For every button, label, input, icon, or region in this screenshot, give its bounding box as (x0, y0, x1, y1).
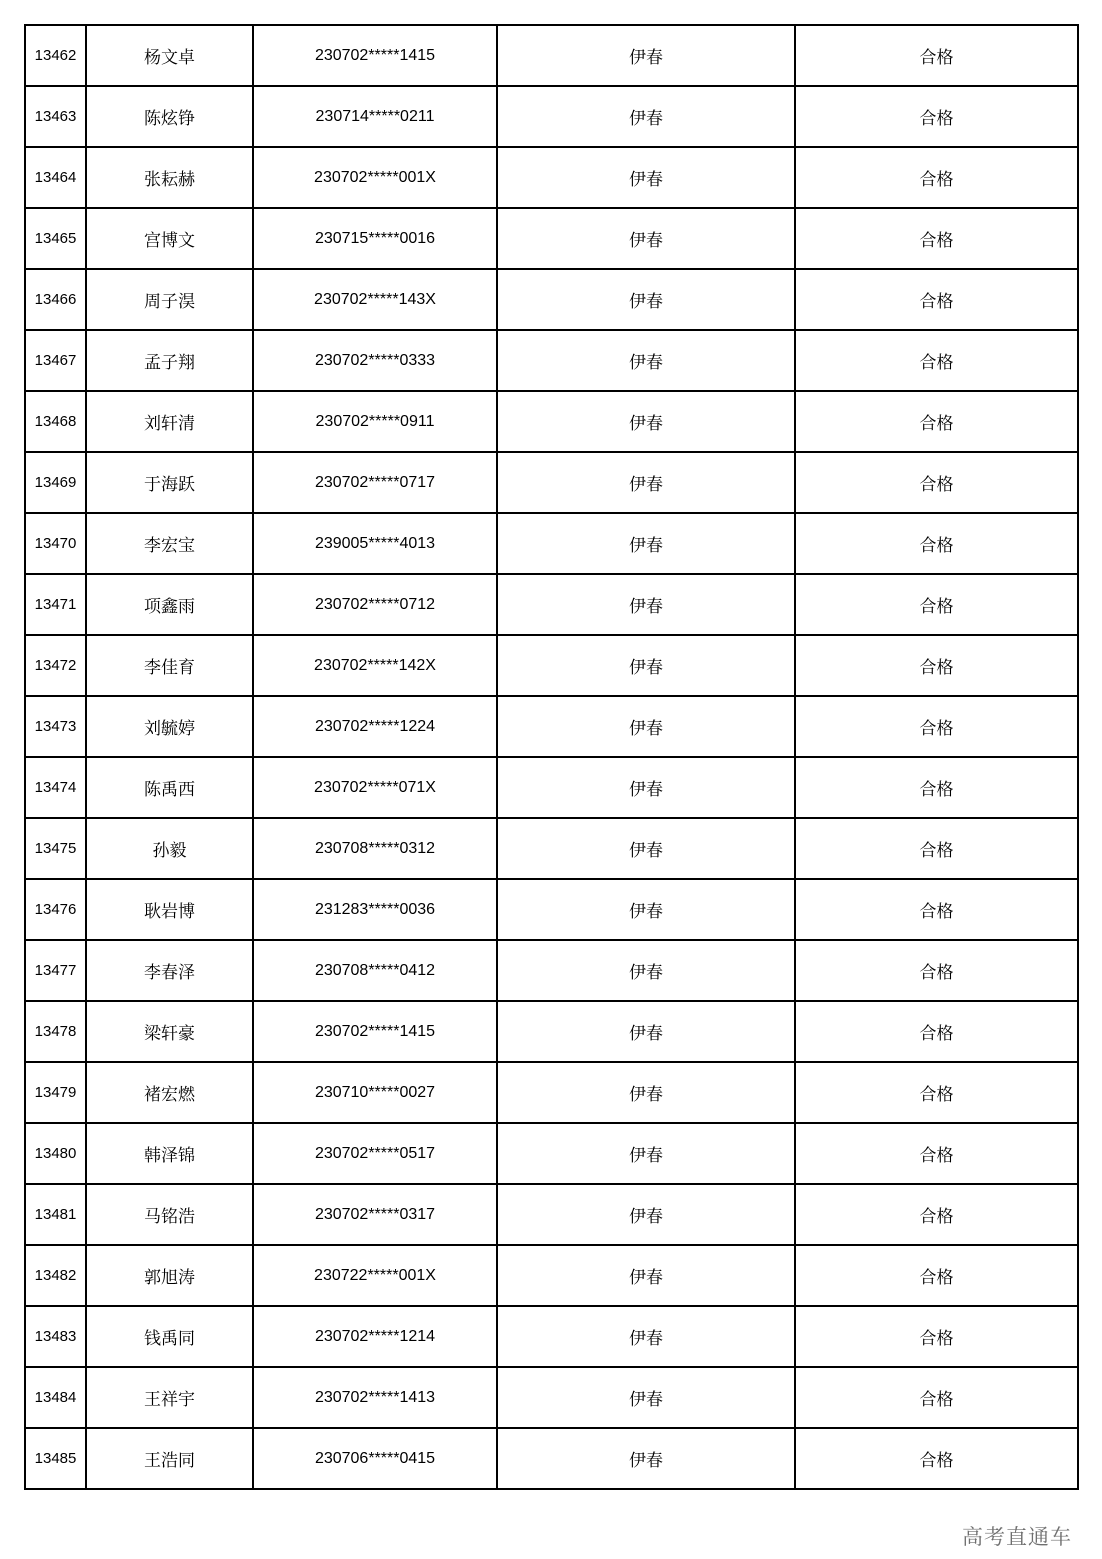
id-number-cell: 230702*****0333 (253, 330, 497, 391)
seq-number-cell: 13478 (25, 1001, 86, 1062)
result-cell: 合格 (795, 635, 1078, 696)
seq-number-cell: 13484 (25, 1367, 86, 1428)
seq-number-cell: 13479 (25, 1062, 86, 1123)
name-cell: 耿岩博 (86, 879, 253, 940)
name-cell: 杨文卓 (86, 25, 253, 86)
watermark: 高考直通车 (962, 1525, 1072, 1549)
seq-number-cell: 13477 (25, 940, 86, 1001)
name-cell: 马铭浩 (86, 1184, 253, 1245)
id-number-cell: 230702*****071X (253, 757, 497, 818)
id-number-cell: 230702*****1415 (253, 25, 497, 86)
result-cell: 合格 (795, 757, 1078, 818)
id-number-cell: 230702*****142X (253, 635, 497, 696)
table-row (25, 513, 1078, 574)
seq-number-cell: 13473 (25, 696, 86, 757)
name-cell: 郭旭涛 (86, 1245, 253, 1306)
table-row (25, 1123, 1078, 1184)
result-cell: 合格 (795, 269, 1078, 330)
table-row (25, 391, 1078, 452)
id-number-cell: 230708*****0412 (253, 940, 497, 1001)
city-cell: 伊春 (497, 757, 795, 818)
table-row (25, 208, 1078, 269)
result-cell: 合格 (795, 1306, 1078, 1367)
table-row (25, 269, 1078, 330)
seq-number-cell: 13464 (25, 147, 86, 208)
result-cell: 合格 (795, 513, 1078, 574)
id-number-cell: 239005*****4013 (253, 513, 497, 574)
table-row (25, 757, 1078, 818)
seq-number-cell: 13474 (25, 757, 86, 818)
city-cell: 伊春 (497, 1184, 795, 1245)
id-number-cell: 230708*****0312 (253, 818, 497, 879)
name-cell: 孙毅 (86, 818, 253, 879)
city-cell: 伊春 (497, 330, 795, 391)
result-cell: 合格 (795, 1428, 1078, 1489)
result-cell: 合格 (795, 86, 1078, 147)
result-cell: 合格 (795, 940, 1078, 1001)
result-cell: 合格 (795, 879, 1078, 940)
seq-number-cell: 13466 (25, 269, 86, 330)
name-cell: 李春泽 (86, 940, 253, 1001)
city-cell: 伊春 (497, 452, 795, 513)
table-row (25, 1062, 1078, 1123)
results-table-body (25, 25, 1078, 1489)
city-cell: 伊春 (497, 147, 795, 208)
table-row (25, 818, 1078, 879)
name-cell: 梁轩豪 (86, 1001, 253, 1062)
table-row (25, 1428, 1078, 1489)
result-cell: 合格 (795, 574, 1078, 635)
seq-number-cell: 13472 (25, 635, 86, 696)
city-cell: 伊春 (497, 513, 795, 574)
city-cell: 伊春 (497, 1245, 795, 1306)
city-cell: 伊春 (497, 269, 795, 330)
seq-number-cell: 13465 (25, 208, 86, 269)
name-cell: 刘毓婷 (86, 696, 253, 757)
result-cell: 合格 (795, 147, 1078, 208)
result-cell: 合格 (795, 696, 1078, 757)
table-row (25, 1245, 1078, 1306)
name-cell: 陈禹西 (86, 757, 253, 818)
name-cell: 褚宏燃 (86, 1062, 253, 1123)
name-cell: 宫博文 (86, 208, 253, 269)
id-number-cell: 230715*****0016 (253, 208, 497, 269)
name-cell: 李佳育 (86, 635, 253, 696)
seq-number-cell: 13470 (25, 513, 86, 574)
seq-number-cell: 13482 (25, 1245, 86, 1306)
table-row (25, 635, 1078, 696)
id-number-cell: 230702*****1413 (253, 1367, 497, 1428)
city-cell: 伊春 (497, 1428, 795, 1489)
table-row (25, 330, 1078, 391)
city-cell: 伊春 (497, 25, 795, 86)
city-cell: 伊春 (497, 391, 795, 452)
city-cell: 伊春 (497, 1367, 795, 1428)
name-cell: 王祥宇 (86, 1367, 253, 1428)
id-number-cell: 230710*****0027 (253, 1062, 497, 1123)
table-row (25, 879, 1078, 940)
city-cell: 伊春 (497, 818, 795, 879)
id-number-cell: 230702*****1224 (253, 696, 497, 757)
results-table (24, 24, 1079, 1490)
name-cell: 王浩同 (86, 1428, 253, 1489)
city-cell: 伊春 (497, 879, 795, 940)
table-row (25, 147, 1078, 208)
city-cell: 伊春 (497, 1306, 795, 1367)
seq-number-cell: 13471 (25, 574, 86, 635)
table-row (25, 1001, 1078, 1062)
table-row (25, 86, 1078, 147)
city-cell: 伊春 (497, 696, 795, 757)
result-cell: 合格 (795, 1184, 1078, 1245)
id-number-cell: 230714*****0211 (253, 86, 497, 147)
id-number-cell: 230702*****1415 (253, 1001, 497, 1062)
name-cell: 陈炫铮 (86, 86, 253, 147)
id-number-cell: 230722*****001X (253, 1245, 497, 1306)
id-number-cell: 230706*****0415 (253, 1428, 497, 1489)
city-cell: 伊春 (497, 940, 795, 1001)
table-row (25, 940, 1078, 1001)
seq-number-cell: 13476 (25, 879, 86, 940)
id-number-cell: 230702*****1214 (253, 1306, 497, 1367)
city-cell: 伊春 (497, 1001, 795, 1062)
seq-number-cell: 13480 (25, 1123, 86, 1184)
seq-number-cell: 13467 (25, 330, 86, 391)
table-row (25, 574, 1078, 635)
result-cell: 合格 (795, 25, 1078, 86)
seq-number-cell: 13485 (25, 1428, 86, 1489)
table-row (25, 25, 1078, 86)
result-cell: 合格 (795, 1123, 1078, 1184)
city-cell: 伊春 (497, 208, 795, 269)
id-number-cell: 230702*****0317 (253, 1184, 497, 1245)
table-row (25, 696, 1078, 757)
result-cell: 合格 (795, 1001, 1078, 1062)
name-cell: 韩泽锦 (86, 1123, 253, 1184)
id-number-cell: 230702*****0717 (253, 452, 497, 513)
city-cell: 伊春 (497, 86, 795, 147)
result-cell: 合格 (795, 208, 1078, 269)
result-cell: 合格 (795, 391, 1078, 452)
name-cell: 周子淏 (86, 269, 253, 330)
seq-number-cell: 13481 (25, 1184, 86, 1245)
result-cell: 合格 (795, 452, 1078, 513)
result-cell: 合格 (795, 818, 1078, 879)
table-row (25, 1184, 1078, 1245)
seq-number-cell: 13462 (25, 25, 86, 86)
id-number-cell: 230702*****143X (253, 269, 497, 330)
result-cell: 合格 (795, 1245, 1078, 1306)
name-cell: 刘轩清 (86, 391, 253, 452)
id-number-cell: 230702*****0712 (253, 574, 497, 635)
name-cell: 孟子翔 (86, 330, 253, 391)
result-cell: 合格 (795, 1367, 1078, 1428)
id-number-cell: 230702*****001X (253, 147, 497, 208)
name-cell: 项鑫雨 (86, 574, 253, 635)
city-cell: 伊春 (497, 1123, 795, 1184)
name-cell: 李宏宝 (86, 513, 253, 574)
name-cell: 张耘赫 (86, 147, 253, 208)
city-cell: 伊春 (497, 574, 795, 635)
seq-number-cell: 13463 (25, 86, 86, 147)
name-cell: 于海跃 (86, 452, 253, 513)
city-cell: 伊春 (497, 1062, 795, 1123)
seq-number-cell: 13483 (25, 1306, 86, 1367)
table-row (25, 1367, 1078, 1428)
name-cell: 钱禹同 (86, 1306, 253, 1367)
result-cell: 合格 (795, 1062, 1078, 1123)
seq-number-cell: 13475 (25, 818, 86, 879)
result-cell: 合格 (795, 330, 1078, 391)
id-number-cell: 230702*****0911 (253, 391, 497, 452)
seq-number-cell: 13469 (25, 452, 86, 513)
table-row (25, 452, 1078, 513)
table-row (25, 1306, 1078, 1367)
city-cell: 伊春 (497, 635, 795, 696)
id-number-cell: 231283*****0036 (253, 879, 497, 940)
id-number-cell: 230702*****0517 (253, 1123, 497, 1184)
seq-number-cell: 13468 (25, 391, 86, 452)
